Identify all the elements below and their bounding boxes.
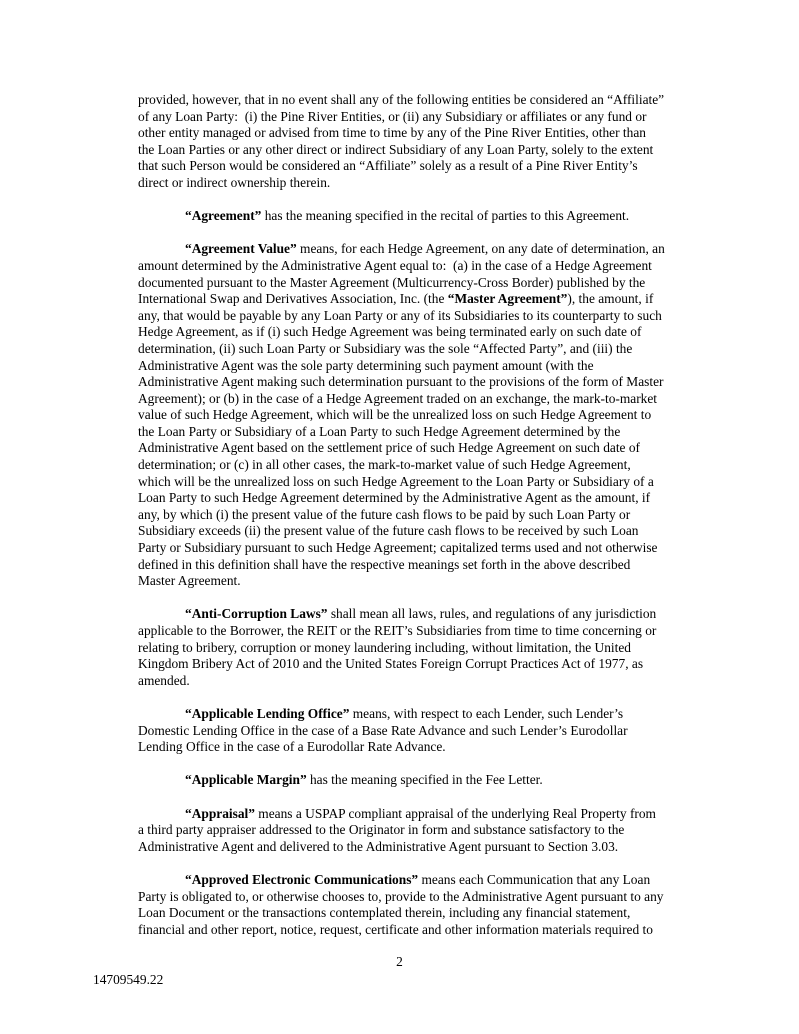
paragraph xyxy=(138,706,665,756)
defined-term: “Anti-Corruption Laws” xyxy=(185,606,328,622)
document-body xyxy=(138,92,665,938)
paragraph xyxy=(138,872,665,938)
paragraph-text: ), the amount, if any, that would be payable by any Loan Party or any of its Subsidiaries to its counterparty to such Hedge Agreement, as if (i) such Hedge Agreement was being terminated early on such date of determination, (ii) such Loan Party or Subsidiary was the sole “Affected Party”, and (iii) the Administrative Agent was the sole party determining such payment amount (with the Administrative Agent making such determination pursuant to the provisions of the form of Master Agreement); or (b) in the case of a Hedge Agreement traded on an exchange, the mark-to-market value of such Hedge Agreement, which will be the unrealized loss on such Hedge Agreement to the Loan Party or Subsidiary of a Loan Party to such Hedge Agreement determined by the Administrative Agent based on the settlement price of such Hedge Agreement on such date of determination; or (c) in all other cases, the mark-to-market value of such Hedge Agreement, which will be the unrealized loss on such Hedge Agreement to the Loan Party or Subsidiary of a Loan Party to such Hedge Agreement determined by the Administrative Agent as the amount, if any, by which (i) the present value of the future cash flows to be paid by such Loan Party or Subsidiary exceeds (ii) the present value of the future cash flows to be received by such Loan Party or Subsidiary pursuant to such Hedge Agreement; capitalized terms used and not otherwise defined in this definition shall have the respective meanings set forth in the above described Master Agreement. xyxy=(138,291,664,589)
defined-term: “Master Agreement” xyxy=(447,291,568,307)
paragraph xyxy=(138,92,665,192)
paragraph xyxy=(138,241,665,589)
paragraph-text: means, for each Hedge Agreement, on any date of determination, an amount determined by the Administrative Agent equal to: (a) in the case of a Hedge Agreement documented pursuant to the Master Agreement (Multicurrency-Cross Border) published by the International Swap and Derivatives Association, Inc. (the xyxy=(138,241,665,307)
paragraph-text: means each Communication that any Loan Party is obligated to, or otherwise chooses to, provide to the Administrative Agent pursuant to any Loan Document or the transactions contemplated therein, including any financial statement, financial and other report, notice, request, certificate and other information materials required to xyxy=(138,871,664,937)
page-number: 2 xyxy=(396,954,403,969)
document-number: 14709549.22 xyxy=(93,972,164,987)
defined-term: “Appraisal” xyxy=(185,805,255,821)
paragraph-text: means, with respect to each Lender, such Lender’s Domestic Lending Office in the case of a Base Rate Advance and such Lender’s Eurodollar Lending Office in the case of a Eurodollar Rate Advance. xyxy=(138,705,628,755)
defined-term: “Approved Electronic Communications” xyxy=(185,871,419,887)
paragraph xyxy=(138,806,665,856)
paragraph-text: has the meaning specified in the recital of parties to this Agreement. xyxy=(261,208,630,224)
paragraph-text: provided, however, that in no event shall any of the following entities be considered an “Affiliate” of any Loan Party: (i) the Pine River Entities, or (ii) any Subsidiary or affiliates or any fund or other entity managed or advised from time to time by any of the Pine River Entities, other than the Loan Parties or any other direct or indirect Subsidiary of any Loan Party, solely to the extent that such Person would be considered an “Affiliate” solely as a result of a Pine River Entity’s direct or indirect ownership therein. xyxy=(138,92,665,190)
paragraph-text: shall mean all laws, rules, and regulations of any jurisdiction applicable to the Borrower, the REIT or the REIT’s Subsidiaries from time to time concerning or relating to bribery, corruption or money laundering including, without limitation, the United Kingdom Bribery Act of 2010 and the United States Foreign Corrupt Practices Act of 1977, as amended. xyxy=(138,606,657,688)
defined-term: “Applicable Lending Office” xyxy=(185,705,350,721)
paragraph xyxy=(138,606,665,689)
paragraph-text: has the meaning specified in the Fee Letter. xyxy=(306,772,543,788)
defined-term: “Applicable Margin” xyxy=(185,772,307,788)
defined-term: “Agreement” xyxy=(185,208,262,224)
defined-term: “Agreement Value” xyxy=(185,241,297,257)
paragraph xyxy=(138,772,665,789)
paragraph-text: means a USPAP compliant appraisal of the underlying Real Property from a third party appraiser addressed to the Originator in form and substance satisfactory to the Administrative Agent and delivered to the Administrative Agent pursuant to Section 3.03. xyxy=(138,805,656,854)
paragraph xyxy=(138,208,665,225)
